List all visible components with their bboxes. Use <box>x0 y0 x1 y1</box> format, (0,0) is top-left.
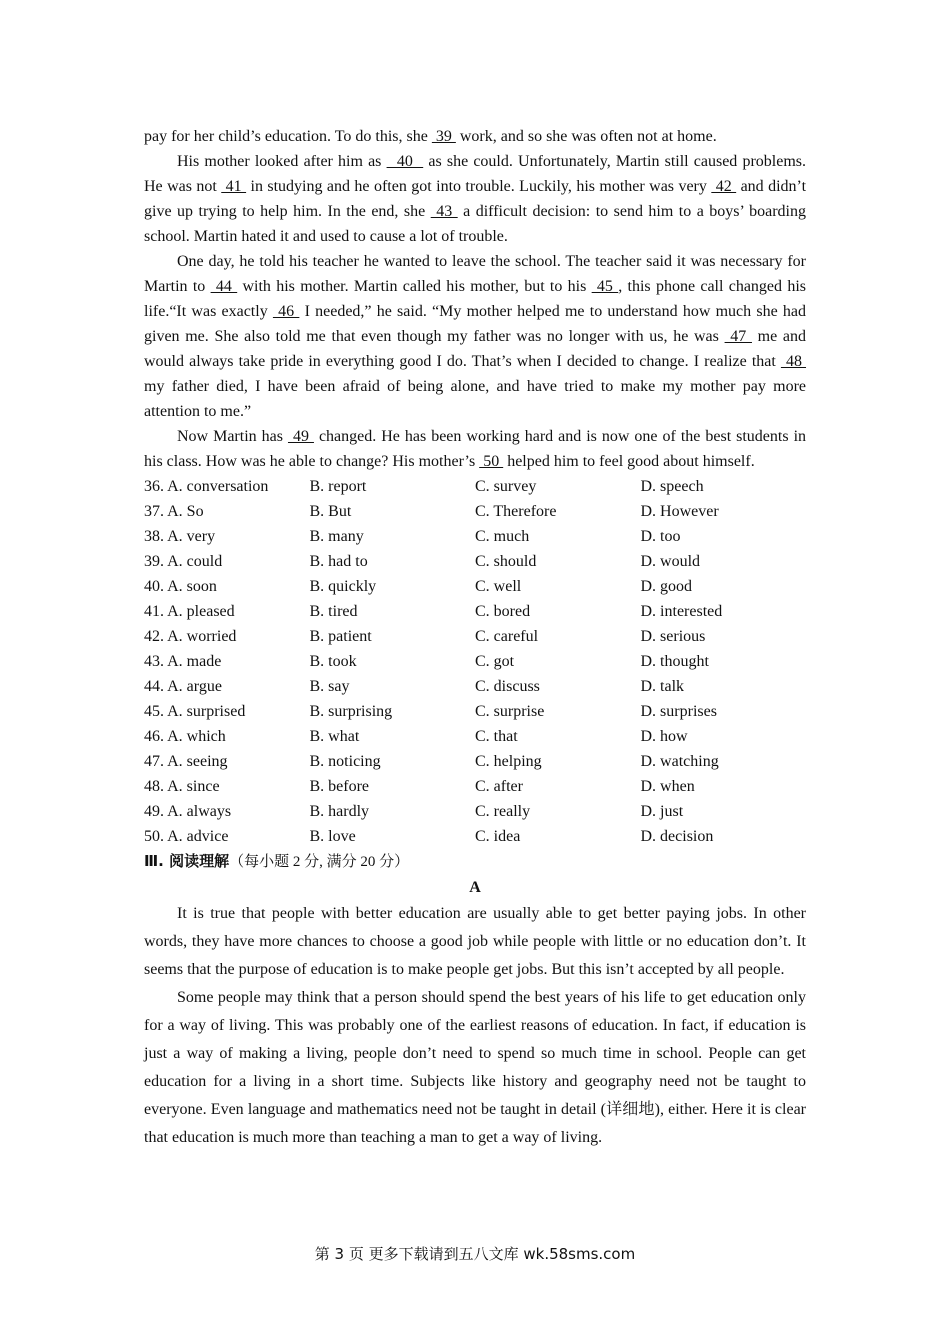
option-row <box>144 549 806 574</box>
option-row <box>144 499 806 524</box>
option-choice: C. well <box>475 578 522 595</box>
option-choice: D. thought <box>640 653 709 670</box>
cloze-paragraph <box>144 124 806 149</box>
option-row <box>144 474 806 499</box>
option-choice: C. much <box>475 528 530 545</box>
option-choice: B. what <box>309 728 360 745</box>
option-choice: C. idea <box>475 828 521 845</box>
option-choice: B. had to <box>309 553 368 570</box>
option-choice: B. surprising <box>309 703 393 720</box>
page-footer: 第 3 页 更多下载请到五八文库 wk.58sms.com <box>314 1245 636 1263</box>
cloze-blank: 48 <box>780 353 807 370</box>
cloze-text: Now Martin has <box>177 428 288 445</box>
cloze-text: helped him to feel good about himself. <box>503 453 755 470</box>
option-choice: B. hardly <box>309 803 370 820</box>
cloze-options <box>144 474 806 849</box>
option-choice: 41. A. pleased <box>144 603 235 620</box>
option-choice: D. would <box>640 553 701 570</box>
option-choice: 46. A. which <box>144 728 226 745</box>
option-choice: D. watching <box>640 753 719 770</box>
cloze-text: as she could. Unfortunately, Martin still caused problems. He was not <box>144 153 807 195</box>
option-row <box>144 624 806 649</box>
option-choice: 49. A. always <box>144 803 232 820</box>
cloze-text: my father died, I have been afraid of being alone, and have tried to make my mother pay more attention to me.” <box>144 378 806 420</box>
passage-title: A <box>469 879 481 896</box>
option-choice: B. took <box>309 653 357 670</box>
document-page <box>144 124 806 1152</box>
cloze-passage <box>144 124 806 474</box>
option-choice: D. just <box>640 803 684 820</box>
cloze-paragraph <box>144 249 806 424</box>
cloze-blank: 43 <box>430 203 458 220</box>
option-choice: C. surprise <box>475 703 545 720</box>
option-choice: 39. A. could <box>144 553 223 570</box>
cloze-text: I needed,” he said. “My mother helped me to understand how much she had given me. She also told me that even though my father was no longer with us, he was <box>144 303 806 345</box>
option-choice: 38. A. very <box>144 528 216 545</box>
option-choice: D. too <box>640 528 681 545</box>
option-choice: D. when <box>640 778 695 795</box>
cloze-text: pay for her child’s education. To do this, she <box>144 128 432 145</box>
option-row <box>144 749 806 774</box>
option-choice: C. helping <box>475 753 542 770</box>
option-choice: C. that <box>475 728 518 745</box>
option-choice: 37. A. So <box>144 503 204 520</box>
option-choice: D. how <box>640 728 688 745</box>
option-choice: B. But <box>309 503 352 520</box>
cloze-text: , this phone call changed his life.“It was exactly <box>144 278 806 320</box>
option-choice: B. patient <box>309 628 372 645</box>
option-choice: D. However <box>640 503 719 520</box>
option-choice: C. discuss <box>475 678 540 695</box>
option-choice: 48. A. since <box>144 778 220 795</box>
cloze-blank: 41 <box>221 178 247 195</box>
option-choice: D. speech <box>640 478 704 495</box>
option-choice: B. before <box>309 778 370 795</box>
option-choice: C. bored <box>475 603 531 620</box>
cloze-text: me and would always take pride in everything good I do. That’s when I decided to change. I realize that <box>144 328 807 370</box>
cloze-blank: 42 <box>711 178 737 195</box>
cloze-blank: 50 <box>479 453 504 470</box>
cloze-text: His mother looked after him as <box>177 153 387 170</box>
option-row <box>144 574 806 599</box>
cloze-text: with his mother. Martin called his mother, but to his <box>237 278 592 295</box>
option-choice: D. good <box>640 578 693 595</box>
option-choice: B. quickly <box>309 578 377 595</box>
option-row <box>144 774 806 799</box>
option-choice: 43. A. made <box>144 653 222 670</box>
option-choice: C. should <box>475 553 537 570</box>
cloze-blank: 44 <box>210 278 238 295</box>
cloze-blank: 39 <box>431 128 456 145</box>
option-choice: 45. A. surprised <box>144 703 246 720</box>
cloze-blank: 49 <box>287 428 314 445</box>
reading-paragraph: It is true that people with better education are usually able to get better paying jobs. In other words, they have more chances to choose a good job while people with little or no education don’t. It seems that the purpose of education is to make people get jobs. But this isn’t accepted by all people. <box>144 905 806 978</box>
section-heading-title: Ⅲ. 阅读理解 <box>144 852 230 870</box>
cloze-blank: 40 <box>386 153 424 170</box>
option-choice: D. decision <box>640 828 714 845</box>
cloze-paragraph <box>144 424 806 474</box>
cloze-text: and didn’t give up trying to help him. In the end, she <box>144 178 807 220</box>
option-choice: B. tired <box>309 603 358 620</box>
option-choice: C. Therefore <box>475 503 557 520</box>
option-choice: C. survey <box>475 478 537 495</box>
option-choice: C. after <box>475 778 523 795</box>
option-choice: D. talk <box>640 678 685 695</box>
cloze-text: in studying and he often got into trouble. Luckily, his mother was very <box>246 178 712 195</box>
reading-passage <box>144 900 806 1152</box>
option-row <box>144 674 806 699</box>
option-choice: 36. A. conversation <box>144 478 269 495</box>
option-choice: B. love <box>309 828 356 845</box>
section-heading-note: （每小题 2 分, 满分 20 分） <box>229 854 410 870</box>
option-row <box>144 524 806 549</box>
option-row <box>144 799 806 824</box>
cloze-paragraph <box>144 149 806 249</box>
option-row <box>144 699 806 724</box>
option-choice: B. say <box>309 678 350 695</box>
cloze-blank: 45 <box>591 278 619 295</box>
option-row <box>144 824 806 849</box>
option-choice: D. interested <box>640 603 723 620</box>
option-choice: B. noticing <box>309 753 381 770</box>
option-row <box>144 599 806 624</box>
section-heading <box>144 849 806 875</box>
option-choice: C. got <box>475 653 515 670</box>
option-row <box>144 649 806 674</box>
option-choice: 44. A. argue <box>144 678 222 695</box>
option-choice: B. report <box>309 478 367 495</box>
option-choice: C. really <box>475 803 531 820</box>
option-row <box>144 724 806 749</box>
cloze-blank: 46 <box>272 303 300 320</box>
option-choice: D. surprises <box>640 703 717 720</box>
option-choice: 42. A. worried <box>144 628 237 645</box>
cloze-text: work, and so she was often not at home. <box>455 128 717 145</box>
cloze-text: changed. He has been working hard and is now one of the best students in his class. How was he able to change? His mother’s <box>144 428 807 470</box>
cloze-text: a difficult decision: to send him to a boys’ boarding school. Martin hated it and used to cause a lot of trouble. <box>144 203 807 245</box>
option-choice: D. serious <box>640 628 706 645</box>
option-choice: B. many <box>309 528 364 545</box>
reading-paragraph: Some people may think that a person should spend the best years of his life to get education only for a way of living. This was probably one of the earliest reasons of education. In fact, if education is just a way of making a living, people don’t need to spend so much time in school. People can get education for a living in a short time. Subjects like history and geography need not be taught to everyone. Even language and mathematics need not be taught in detail (详细地), either. Here it is clear that education is much more than teaching a man to get a way of living. <box>144 989 806 1146</box>
cloze-blank: 47 <box>724 328 752 345</box>
option-choice: 40. A. soon <box>144 578 217 595</box>
option-choice: 50. A. advice <box>144 828 229 845</box>
cloze-text: One day, he told his teacher he wanted to leave the school. The teacher said it was necessary for Martin to <box>144 253 806 295</box>
option-choice: C. careful <box>475 628 539 645</box>
option-choice: 47. A. seeing <box>144 753 228 770</box>
